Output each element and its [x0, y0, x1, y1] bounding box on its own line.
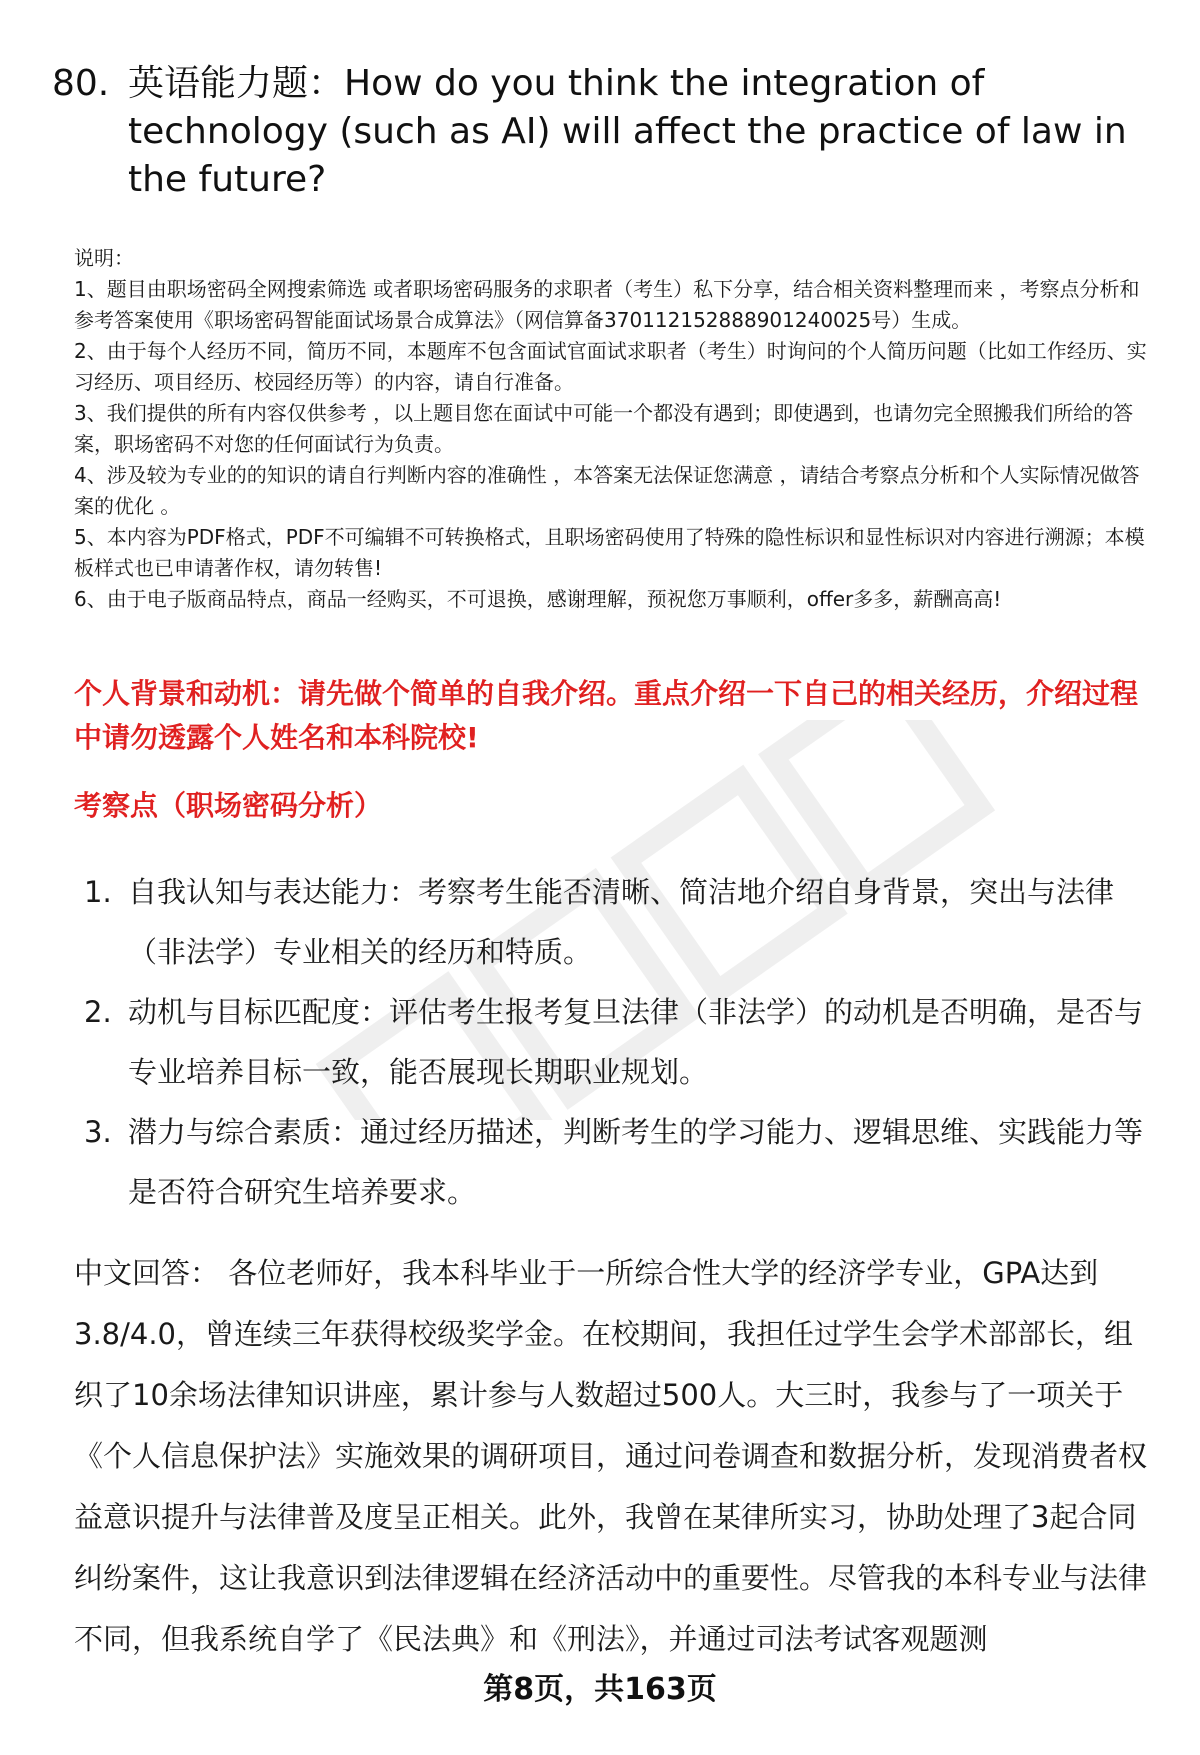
analysis-title: 考察点（职场密码分析） [74, 789, 383, 822]
point-text: 潜力与综合素质：通过经历描述，判断考生的学习能力、逻辑思维、实践能力等是否符合研究生培养要求。 [128, 1115, 1144, 1209]
page-number-footer: 第8页，共163页 [483, 1672, 717, 1707]
question-heading [52, 60, 1162, 204]
question-number: 80. [52, 63, 110, 104]
interview-prompt: 个人背景和动机：请先做个简单的自我介绍。重点介绍一下自己的相关经历，介绍过程中请勿透露个人姓名和本科院校! [74, 677, 1139, 754]
note-item: 3、我们提供的所有内容仅供参考 ，以上题目您在面试中可能一个都没有遇到；即使遇到，也请勿完全照搬我们所给的答案，职场密码不对您的任何面试行为负责。 [74, 401, 1134, 456]
point-number: 1. [84, 875, 112, 909]
answer-paragraph: 中文回答： 各位老师好，我本科毕业于一所综合性大学的经济学专业，GPA达到3.8/4.0，曾连续三年获得校级奖学金。在校期间，我担任过学生会学术部部长，组织了10余场法律知识讲座，累计参与人数超过500人。大三时，我参与了一项关于《个人信息保护法》实施效果的调研项目，通过问卷调查和数据分析，发现消费者权益意识提升与法律普及度呈正相关。此外，我曾在某律所实习，协助处理了3起合同纠纷案件，这让我意识到法律逻辑在经济活动中的重要性。尽管我的本科专业与法律不同，但我系统自学了《民法典》和《刑法》，并通过司法考试客观题测 [74, 1256, 1148, 1656]
notes-heading: 说明： [74, 246, 134, 270]
point-text: 自我认知与表达能力：考察考生能否清晰、简洁地介绍自身背景，突出与法律（非法学）专业相关的经历和特质。 [128, 875, 1115, 969]
point-number: 3. [84, 1115, 112, 1149]
note-item: 5、本内容为PDF格式，PDF不可编辑不可转换格式，且职场密码使用了特殊的隐性标识和显性标识对内容进行溯源；本模板样式也已申请著作权，请勿转售! [74, 525, 1145, 580]
notes-section [74, 243, 1159, 615]
list-item [84, 1102, 1164, 1222]
list-item [84, 862, 1164, 982]
note-item: 2、由于每个人经历不同，简历不同，本题库不包含面试官面试求职者（考生）时询问的个人简历问题（比如工作经历、实习经历、项目经历、校园经历等）的内容，请自行准备。 [74, 339, 1147, 394]
note-item: 4、涉及较为专业的的知识的请自行判断内容的准确性 ，本答案无法保证您满意 ，请结合考察点分析和个人实际情况做答案的优化 。 [74, 463, 1140, 518]
point-number: 2. [84, 995, 112, 1029]
note-item: 1、题目由职场密码全网搜索筛选 或者职场密码服务的求职者（考生）私下分享，结合相关资料整理而来 ，考察点分析和参考答案使用《职场密码智能面试场景合成算法》（网信算备370112152888901240025号）生成。 [74, 277, 1140, 332]
question-text: 英语能力题：How do you think the integration of technology (such as AI) will affect the practice of law in the future? [128, 63, 1127, 200]
note-item: 6、由于电子版商品特点，商品一经购买，不可退换，感谢理解，预祝您万事顺利，offer多多，薪酬高高! [74, 587, 1002, 611]
list-item [84, 982, 1164, 1102]
analysis-points-list [84, 862, 1164, 1222]
point-text: 动机与目标匹配度：评估考生报考复旦法律（非法学）的动机是否明确，是否与专业培养目标一致，能否展现长期职业规划。 [128, 995, 1144, 1089]
